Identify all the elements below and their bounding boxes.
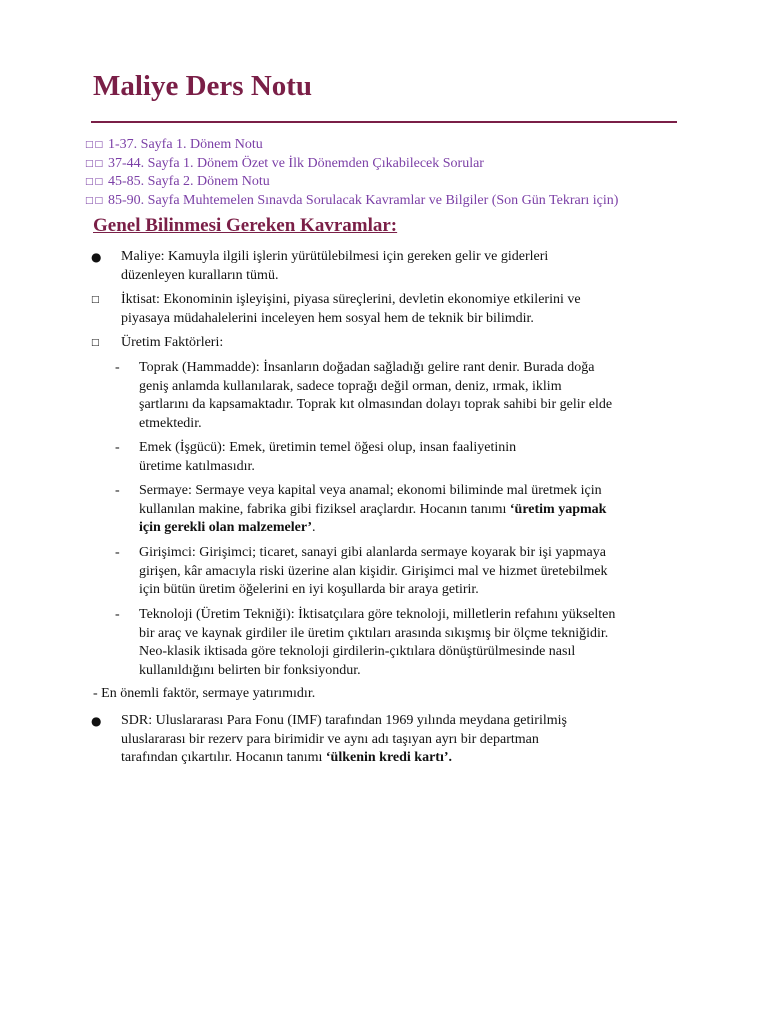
plain-text: . — [312, 520, 316, 535]
missing-glyph-icon: □□ — [85, 158, 105, 169]
paragraph-line: düzenleyen kuralların tümü. — [121, 267, 279, 283]
paragraph-line: piyasaya müdahalelerini inceleyen hem sosyal hem de teknik bir bilimdir. — [121, 310, 534, 326]
toc-entry-label: 1-37. Sayfa 1. Dönem Notu — [108, 137, 263, 152]
paragraph-line — [121, 749, 681, 768]
plain-text: kullanılan makine, fabrika gibi fiziksel araçlardır. Hocanın tanımı — [139, 501, 510, 517]
bold-definition: için gerekli olan malzemeler’ — [139, 520, 312, 535]
dash-bullet: - — [115, 360, 120, 375]
missing-glyph-icon: □□ — [85, 140, 105, 150]
paragraph-line: etmektedir. — [139, 415, 202, 431]
bullet-dot-icon: ● — [91, 250, 102, 264]
paragraph-line: Emek (İşgücü): Emek, üretimin temel öğesi olup, insan faaliyetinin — [139, 440, 517, 455]
paragraph-line: bir araç ve kaynak girdiler ile üretim çıktıları arasında sıkışmış bir ölçme tekniğidir. — [139, 625, 609, 641]
bold-definition: ‘üretim yapmak — [509, 501, 607, 517]
paragraph-line: Sermaye: Sermaye veya kapital veya anamal; ekonomi biliminde mal üretmek için — [139, 483, 602, 498]
paragraph-line: Toprak (Hammadde): İnsanların doğadan sağladığı gelire rant denir. Burada doğa — [139, 360, 595, 375]
paragraph-line: SDR: Uluslararası Para Fonu (IMF) tarafından 1969 yılında meydana getirilmiş — [121, 713, 567, 728]
title-divider — [91, 121, 677, 123]
paragraph-line: girişen, kâr amacıyla riski üzerine alan kişidir. Girişimci mal ve hizmet üretebilmek — [139, 563, 608, 579]
plain-text: tarafından çıkartılır. Hocanın tanımı — [121, 750, 326, 765]
missing-glyph-icon: □ — [91, 338, 100, 348]
toc-entry[interactable] — [85, 192, 618, 211]
bullet-dot-icon: ● — [91, 714, 102, 728]
bold-definition: ‘ülkenin kredi kartı’. — [325, 750, 453, 765]
toc-entry-label: 45-85. Sayfa 2. Dönem Notu — [108, 174, 270, 189]
toc-entry[interactable] — [85, 173, 618, 192]
paragraph-line: kullanıldığını belirten bir fonksiyondur. — [139, 662, 361, 678]
paragraph-line: üretime katılmasıdır. — [139, 458, 255, 474]
paragraph-line: Teknoloji (Üretim Tekniği): İktisatçılara göre teknoloji, milletlerin refahını yükselten — [139, 607, 616, 622]
dash-bullet: - — [115, 440, 120, 455]
paragraph-line: Üretim Faktörleri: — [121, 335, 224, 350]
paragraph-line — [139, 519, 679, 538]
paragraph-line: uluslararası bir rezerv para birimidir ve aynı adı taşıyan ayrı bir departman — [121, 731, 539, 747]
document-title: Maliye Ders Notu — [93, 70, 313, 102]
paragraph-line: için bütün üretim öğelerini en iyi koşullarda bir araya getirir. — [139, 582, 479, 597]
dash-bullet: - — [115, 607, 120, 622]
missing-glyph-icon: □□ — [85, 195, 105, 206]
toc-entry[interactable] — [85, 136, 618, 155]
missing-glyph-icon: □ — [91, 295, 100, 305]
dash-bullet: - — [115, 483, 120, 498]
paragraph-line — [139, 501, 679, 520]
toc-entry-label: 37-44. Sayfa 1. Dönem Özet ve İlk Dönemden Çıkabilecek Sorular — [108, 155, 484, 171]
paragraph-line: geniş anlamda kullanılarak, sadece toprağı değil orman, deniz, ırmak, iklim — [139, 378, 562, 394]
dash-bullet: - — [115, 545, 120, 560]
toc-entry[interactable] — [85, 155, 618, 174]
note-line: - En önemli faktör, sermaye yatırımıdır. — [93, 686, 316, 701]
paragraph-line: Girişimci: Girişimci; ticaret, sanayi gibi alanlarda sermaye koyarak bir işi yapmaya — [139, 545, 606, 560]
paragraph-line: Neo-klasik iktisada göre teknoloji girdilerin-çıktılara dönüştürülmesinde nasıl — [139, 644, 576, 659]
table-of-contents — [85, 136, 618, 210]
toc-entry-label: 85-90. Sayfa Muhtemelen Sınavda Sorulacak Kavramlar ve Bilgiler (Son Gün Tekrarı için) — [108, 192, 619, 208]
paragraph-line: Maliye: Kamuyla ilgili işlerin yürütülebilmesi için gereken gelir ve giderleri — [121, 249, 549, 264]
section-heading: Genel Bilinmesi Gereken Kavramlar: — [93, 215, 398, 236]
missing-glyph-icon: □□ — [85, 177, 105, 187]
paragraph-line: İktisat: Ekonominin işleyişini, piyasa süreçlerini, devletin ekonomiye etkilerini ve — [121, 292, 581, 307]
paragraph-line: şartlarını da kapsamaktadır. Toprak kıt olmasından dolayı toprak sahibi bir gelir elde — [139, 397, 613, 412]
